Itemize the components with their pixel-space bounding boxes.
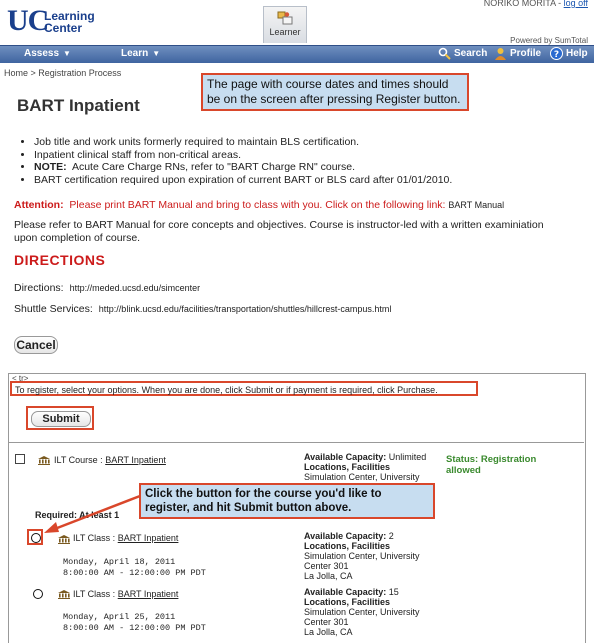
course-checkbox[interactable] (15, 454, 25, 464)
user-name: NORIKO MORITA (483, 0, 556, 8)
help-icon (550, 47, 563, 60)
logo-uc: UC (7, 4, 49, 37)
search-icon (438, 47, 451, 60)
submit-highlight (26, 406, 94, 430)
divider (8, 442, 584, 443)
annotation-callout-top: The page with course dates and times should be on the screen after pressing Register button. (201, 73, 469, 111)
nav-help[interactable]: ? Help (550, 47, 588, 60)
directions-link[interactable]: http://meded.ucsd.edu/simcenter (69, 283, 201, 293)
cancel-button[interactable]: Cancel (14, 336, 58, 354)
logout-link[interactable]: log off (563, 0, 588, 8)
uc-learning-center-logo[interactable] (7, 4, 95, 37)
main-nav-bar (0, 45, 594, 63)
nav-learn[interactable]: Learn ▼ (121, 48, 161, 59)
register-instruction: To register, select your options. When you are done, click Submit or if payment is required, click Purchase. (10, 381, 478, 396)
tab-learner[interactable] (263, 6, 307, 43)
list-item: • NOTE: Acute Care Charge RNs, refer to "BART Charge RN" course. (34, 161, 452, 174)
class-capacity: Available Capacity: 2 Locations, Facilities Simulation Center, University Center 301 La Jolla, CA (304, 531, 420, 581)
course-title: ILT Course : BART Inpatient (54, 455, 166, 465)
class-link[interactable]: BART Inpatient (117, 589, 179, 599)
status-badge: Status: Registration allowed (446, 454, 537, 476)
class-datetime: Monday, April 25, 2011 8:00:00 AM - 12:00:00 PM PDT (63, 612, 206, 633)
user-area: NORIKO MORITA - log off (483, 0, 588, 8)
stray-markup-text: < tr> (12, 374, 29, 383)
powered-by: Powered by SumTotal (510, 36, 588, 45)
bart-manual-link[interactable]: BART Manual (448, 200, 505, 210)
nav-assess[interactable]: Assess ▼ (24, 48, 71, 59)
required-label: Required: At least 1 (35, 510, 120, 520)
directions-line: Directions: http://meded.ucsd.edu/simcenter (14, 282, 201, 294)
chevron-down-icon: ▼ (63, 49, 71, 58)
class-datetime: Monday, April 18, 2011 8:00:00 AM - 12:00:00 PM PDT (63, 557, 206, 578)
annotation-callout-bottom: Click the button for the course you'd like to register, and hit Submit button above. (139, 483, 435, 519)
breadcrumb: Home > Registration Process (4, 68, 122, 78)
logo-text: Learning Center (44, 9, 95, 35)
annotation-arrow-icon (40, 494, 142, 536)
list-item: • Inpatient clinical staff from non-critical areas. (34, 149, 452, 162)
building-icon (58, 535, 70, 544)
class-capacity: Available Capacity: 15 Locations, Facilities Simulation Center, University Center 301 La Jolla, CA (304, 587, 420, 637)
submit-button[interactable]: Submit (31, 411, 91, 427)
building-icon (58, 590, 70, 599)
svg-text:?: ? (553, 50, 560, 60)
course-link[interactable]: BART Inpatient (105, 455, 166, 465)
class-title: ILT Class : BART Inpatient (73, 589, 179, 599)
learner-icon (277, 11, 293, 25)
page-title: BART Inpatient (17, 96, 140, 115)
requirements-list (20, 136, 452, 186)
refer-text: Please refer to BART Manual for core concepts and objectives. Course is instructor-led with a written examiniation upon completion of course. (14, 219, 544, 244)
class-link[interactable]: BART Inpatient (117, 533, 179, 543)
shuttle-link[interactable]: http://blink.ucsd.edu/facilities/transportation/shuttles/hillcrest-campus.html (98, 304, 392, 314)
list-item: • BART certification required upon expiration of current BART or BLS card after 01/01/2010. (34, 174, 452, 187)
nav-profile[interactable]: Profile (494, 47, 541, 60)
attention-note: Attention: Please print BART Manual and bring to class with you. Click on the following link: BART Manual (14, 199, 505, 211)
nav-search[interactable]: Search (438, 47, 487, 60)
building-icon (38, 456, 50, 465)
course-capacity: Available Capacity: Unlimited Locations, Facilities Simulation Center, University (304, 452, 427, 482)
profile-icon (494, 47, 507, 60)
class-radio-2[interactable] (33, 589, 43, 599)
shuttle-line: Shuttle Services: http://blink.ucsd.edu/facilities/transportation/shuttles/hillcrest-campus.html (14, 303, 392, 315)
list-item: • Job title and work units formerly required to maintain BLS certification. (34, 136, 452, 149)
chevron-down-icon: ▼ (152, 49, 161, 58)
directions-heading: DIRECTIONS (14, 252, 106, 268)
class-title: ILT Class : BART Inpatient (73, 533, 179, 543)
tab-learner-label: Learner (269, 27, 301, 37)
